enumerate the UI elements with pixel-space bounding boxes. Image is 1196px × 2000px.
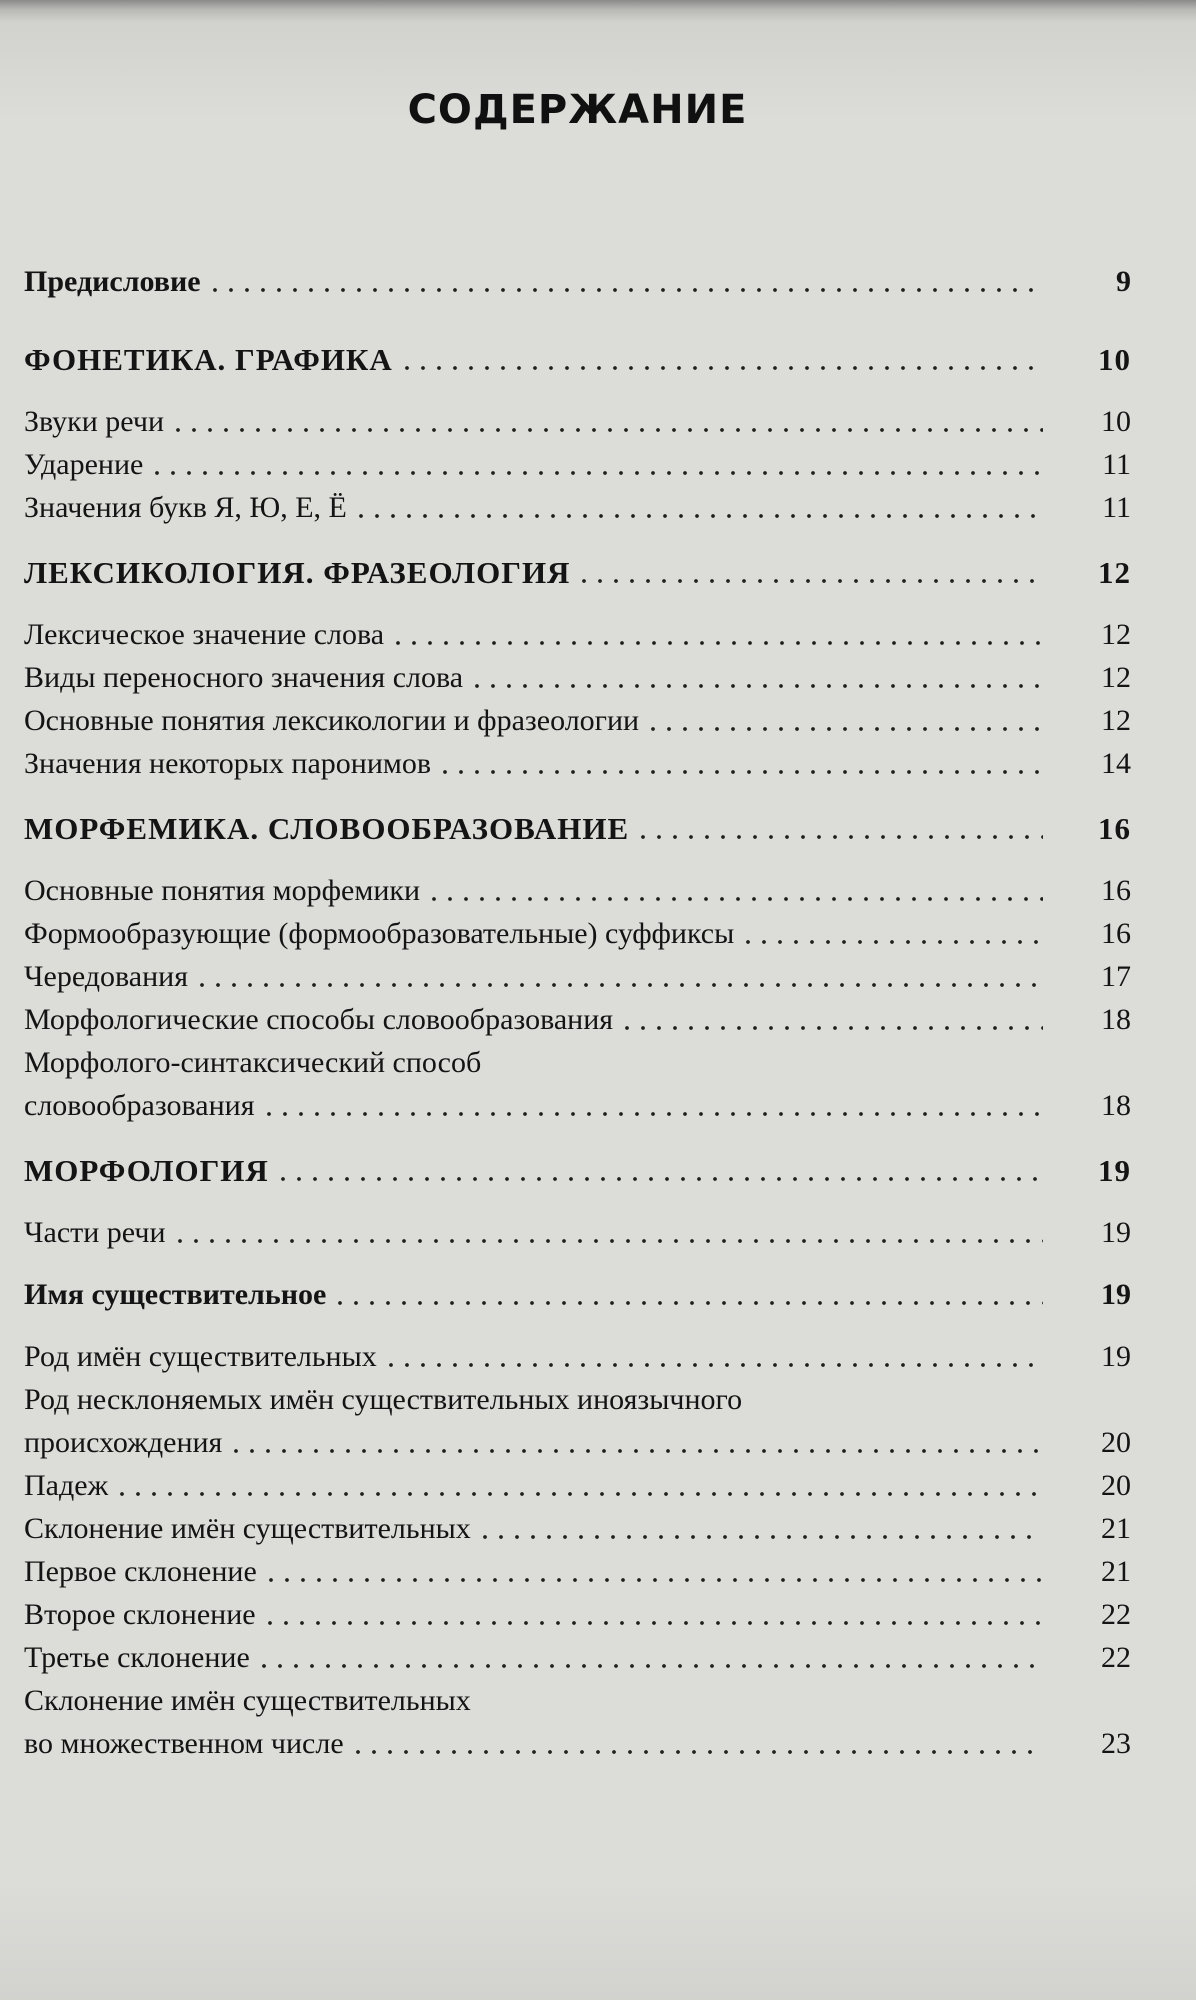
toc-page-number: 22 (1101, 1641, 1131, 1674)
toc-entry-label-line1: Род несклоняемых имён существительных иноязычного (24, 1383, 743, 1416)
toc-section-morphemics (24, 807, 1131, 850)
toc-page-number: 14 (1101, 747, 1131, 780)
dot-leader (740, 940, 1043, 944)
toc-entry-label: Третье склонение (24, 1641, 250, 1674)
dot-leader (114, 1492, 1043, 1496)
toc-entry (24, 1211, 1131, 1254)
toc-entry-label: Чередования (24, 960, 188, 993)
dot-leader (207, 288, 1043, 292)
toc-entry (24, 1593, 1131, 1636)
table-of-contents (24, 260, 1131, 1765)
toc-entry (24, 443, 1131, 486)
toc-entry-label: Первое склонение (24, 1555, 257, 1588)
dot-leader (426, 897, 1043, 901)
toc-entry-label: Морфологические способы словообразования (24, 1003, 614, 1036)
dot-leader (645, 727, 1043, 731)
toc-entry-multiline (24, 1378, 1131, 1464)
toc-page-number: 22 (1101, 1598, 1131, 1631)
toc-entry (24, 1550, 1131, 1593)
toc-entry-label: Падеж (24, 1469, 109, 1502)
toc-page-number: 10 (1101, 405, 1131, 438)
dot-leader (619, 1026, 1043, 1030)
toc-entry-line2 (24, 1722, 1131, 1765)
toc-entry (24, 486, 1131, 529)
toc-entry (24, 869, 1131, 912)
toc-page-number: 12 (1098, 555, 1131, 590)
toc-section-label: МОРФОЛОГИЯ (24, 1153, 269, 1188)
dot-leader (383, 1363, 1043, 1367)
page-top-edge (0, 0, 1196, 22)
toc-entry (24, 742, 1131, 785)
dot-leader (635, 835, 1043, 839)
toc-entry-label: Звуки речи (24, 405, 165, 438)
toc-entry-label: Значения букв Я, Ю, Е, Ё (24, 491, 347, 524)
toc-entry-label: Части речи (24, 1216, 166, 1249)
toc-entry-label-line1: Склонение имён существительных (24, 1684, 471, 1717)
toc-entry (24, 656, 1131, 699)
toc-page-number: 18 (1101, 1003, 1131, 1036)
toc-entry-multiline (24, 1679, 1131, 1765)
toc-entry-label: Основные понятия лексикологии и фразеологии (24, 704, 640, 737)
toc-entry-label: Основные понятия морфемики (24, 874, 421, 907)
toc-entry-label: Виды переносного значения слова (24, 661, 464, 694)
toc-page-number: 20 (1101, 1426, 1131, 1459)
toc-entry-label-line2: во множественном числе (24, 1727, 344, 1760)
toc-entry (24, 1335, 1131, 1378)
toc-section-label: ФОНЕТИКА. ГРАФИКА (24, 342, 393, 377)
page-title: СОДЕРЖАНИЕ (407, 87, 748, 133)
toc-page-number: 21 (1101, 1555, 1131, 1588)
toc-entry (24, 1464, 1131, 1507)
toc-section-label: МОРФЕМИКА. СЛОВООБРАЗОВАНИЕ (24, 811, 630, 846)
toc-entry (24, 699, 1131, 742)
toc-entry (24, 1636, 1131, 1679)
toc-page-number: 19 (1101, 1340, 1131, 1373)
dot-leader (353, 514, 1043, 518)
dot-leader (262, 1621, 1043, 1625)
toc-entry (24, 400, 1131, 443)
toc-page-number: 12 (1101, 661, 1131, 694)
toc-page-number: 17 (1101, 960, 1131, 993)
toc-entry-label: Ударение (24, 448, 144, 481)
toc-section-phonetics (24, 338, 1131, 381)
toc-section-morphology (24, 1149, 1131, 1192)
toc-section-label: ЛЕКСИКОЛОГИЯ. ФРАЗЕОЛОГИЯ (24, 555, 571, 590)
toc-entry (24, 912, 1131, 955)
toc-subsection-label: Имя существительное (24, 1278, 327, 1311)
dot-leader (437, 770, 1043, 774)
dot-leader (332, 1301, 1043, 1305)
toc-page-number: 19 (1101, 1216, 1131, 1249)
toc-entry-line2 (24, 1421, 1131, 1464)
toc-entry (24, 613, 1131, 656)
toc-entry-label: Лексическое значение слова (24, 618, 385, 651)
toc-entry (24, 998, 1131, 1041)
toc-section-lexicology (24, 551, 1131, 594)
toc-page-number: 10 (1098, 342, 1131, 377)
toc-entry-label: Склонение имён существительных (24, 1512, 471, 1545)
toc-page-number: 19 (1098, 1153, 1131, 1188)
dot-leader (170, 428, 1043, 432)
toc-page-number: 9 (1116, 265, 1131, 298)
toc-entry-label: Предисловие (24, 265, 201, 298)
toc-page-number: 16 (1101, 917, 1131, 950)
toc-entry-label: Значения некоторых паронимов (24, 747, 432, 780)
toc-page-number: 16 (1098, 811, 1131, 846)
toc-page-number: 16 (1101, 874, 1131, 907)
toc-entry-label: Формообразующие (формообразовательные) суффиксы (24, 917, 735, 950)
dot-leader (576, 579, 1043, 583)
toc-entry-label-line1: Морфолого-синтаксический способ (24, 1046, 482, 1079)
dot-leader (469, 684, 1043, 688)
toc-page-number: 23 (1101, 1727, 1131, 1760)
toc-page-number: 12 (1101, 618, 1131, 651)
dot-leader (263, 1578, 1043, 1582)
toc-subsection-noun (24, 1273, 1131, 1316)
dot-leader (390, 641, 1043, 645)
dot-leader (172, 1239, 1043, 1243)
toc-entry-label: Второе склонение (24, 1598, 256, 1631)
dot-leader (228, 1449, 1043, 1453)
toc-page-number: 20 (1101, 1469, 1131, 1502)
dot-leader (256, 1664, 1043, 1668)
dot-leader (149, 471, 1043, 475)
toc-entry-label-line2: словообразования (24, 1089, 255, 1122)
toc-page-number: 11 (1102, 491, 1131, 524)
toc-entry-preface (24, 260, 1131, 303)
toc-page-number: 12 (1101, 704, 1131, 737)
toc-page-number: 19 (1101, 1278, 1131, 1311)
toc-page-number: 11 (1102, 448, 1131, 481)
dot-leader (275, 1177, 1043, 1181)
toc-entry-multiline (24, 1041, 1131, 1127)
toc-entry-line2 (24, 1084, 1131, 1127)
toc-entry (24, 955, 1131, 998)
dot-leader (350, 1750, 1043, 1754)
dot-leader (399, 366, 1043, 370)
toc-page-number: 18 (1101, 1089, 1131, 1122)
toc-entry (24, 1507, 1131, 1550)
dot-leader (194, 983, 1043, 987)
toc-page-number: 21 (1101, 1512, 1131, 1545)
toc-entry-label-line2: происхождения (24, 1426, 223, 1459)
dot-leader (477, 1535, 1043, 1539)
dot-leader (261, 1112, 1044, 1116)
toc-entry-label: Род имён существительных (24, 1340, 377, 1373)
